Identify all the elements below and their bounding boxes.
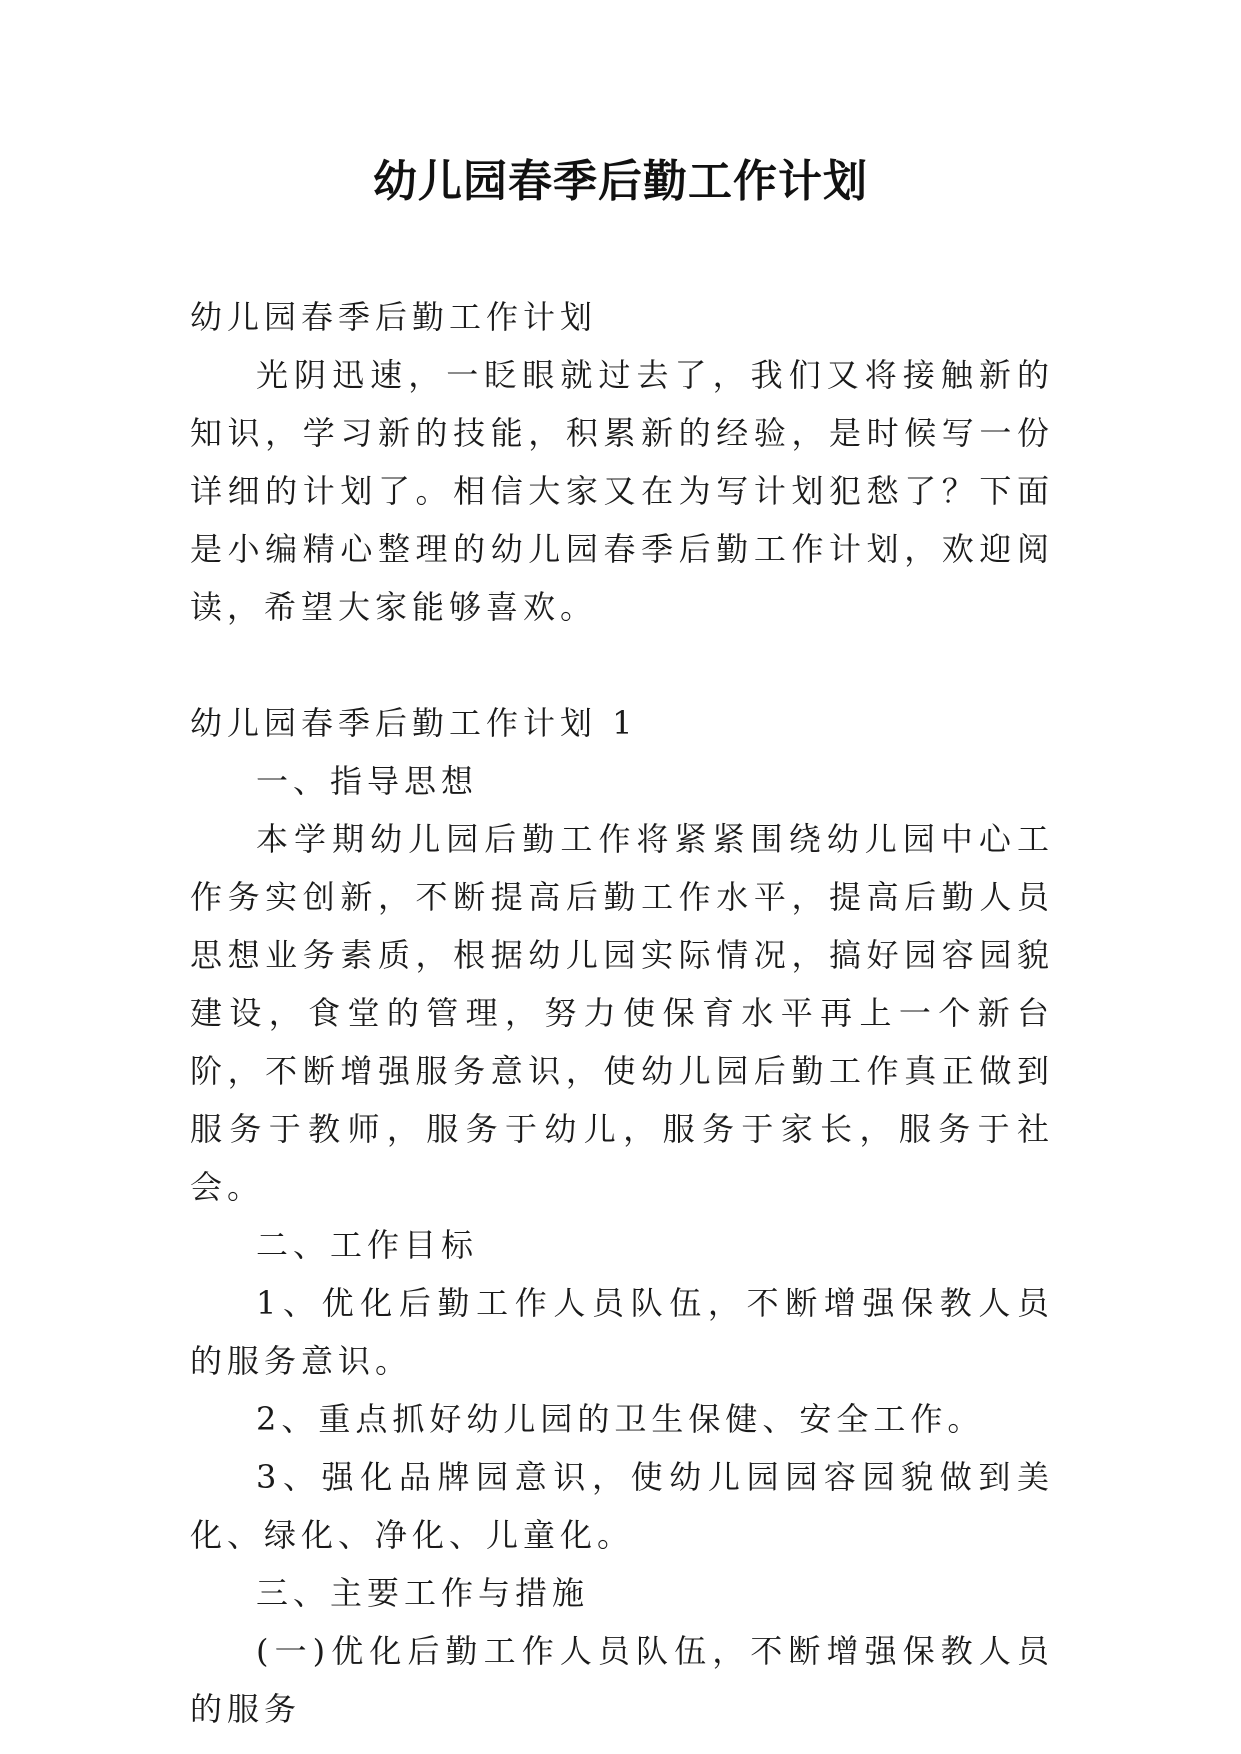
document-body	[190, 288, 1054, 1738]
document-title: 幼儿园春季后勤工作计划	[373, 156, 868, 207]
goal-item-3: 3、强化品牌园意识，使幼儿园园容园貌做到美化、绿化、净化、儿童化。	[190, 1458, 1054, 1554]
measure-item-1: (一)优化后勤工作人员队伍，不断增强保教人员的服务	[190, 1632, 1054, 1728]
section-1-heading: 一、指导思想	[256, 762, 479, 800]
goal-item-1: 1、优化后勤工作人员队伍，不断增强保教人员的服务意识。	[190, 1284, 1054, 1380]
section-2-heading: 二、工作目标	[256, 1226, 479, 1264]
section-1-paragraph: 本学期幼儿园后勤工作将紧紧围绕幼儿园中心工作务实创新，不断提高后勤工作水平，提高后勤人员思想业务素质，根据幼儿园实际情况，搞好园容园貌建设，食堂的管理，努力使保育水平再上一个新台阶，不断增强服务意识，使幼儿园后勤工作真正做到服务于教师，服务于幼儿，服务于家长，服务于社会。	[190, 820, 1054, 1206]
intro-paragraph: 光阴迅速，一眨眼就过去了，我们又将接触新的知识，学习新的技能，积累新的经验，是时候写一份详细的计划了。相信大家又在为写计划犯愁了？下面是小编精心整理的幼儿园春季后勤工作计划，欢迎阅读，希望大家能够喜欢。	[190, 356, 1054, 626]
plan-1-title: 幼儿园春季后勤工作计划 1	[190, 704, 638, 742]
goal-item-2: 2、重点抓好幼儿园的卫生保健、安全工作。	[256, 1400, 985, 1438]
document-subtitle: 幼儿园春季后勤工作计划	[190, 298, 598, 336]
section-3-heading: 三、主要工作与措施	[256, 1574, 590, 1612]
